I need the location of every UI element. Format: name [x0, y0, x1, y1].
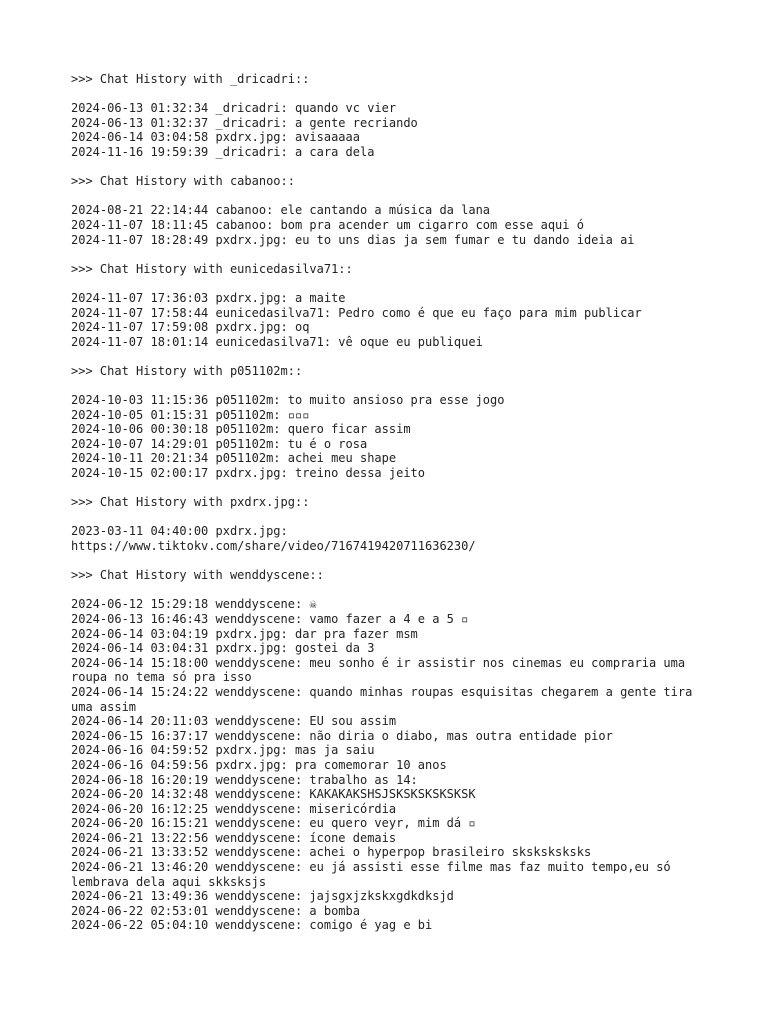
chat-message-line: 2024-06-18 16:20:19 wenddyscene: trabalho as 14:	[71, 772, 418, 787]
chat-section	[71, 364, 711, 481]
chat-section	[71, 495, 711, 553]
chat-section	[71, 568, 711, 933]
chat-message-line: 2024-06-16 04:59:52 pxdrx.jpg: mas ja saiu	[71, 743, 375, 758]
chat-message-line: 2024-06-13 16:46:43 wenddyscene: vamo fazer a 4 e a 5 ▫	[71, 611, 469, 626]
chat-message-line: 2024-06-15 16:37:17 wenddyscene: não diria o diabo, mas outra entidade pior	[71, 728, 613, 743]
chat-message-line: 2024-06-16 04:59:56 pxdrx.jpg: pra comemorar 10 anos	[71, 757, 447, 772]
chat-message-line: 2023-03-11 04:40:00 pxdrx.jpg: https://www.tiktokv.com/share/video/7167419420711636230/	[71, 524, 476, 553]
chat-message-line: 2024-06-20 16:12:25 wenddyscene: misericórdia	[71, 801, 397, 816]
chat-section	[71, 72, 711, 160]
chat-section-header: >>> Chat History with wenddyscene::	[71, 568, 324, 583]
chat-message-line: 2024-10-06 00:30:18 p051102m: quero ficar assim	[71, 422, 411, 437]
chat-section-header: >>> Chat History with _dricadri::	[71, 72, 310, 86]
chat-message-line: 2024-11-07 18:11:45 cabanoo: bom pra acender um cigarro com esse aqui ó	[71, 217, 584, 232]
chat-message-line: 2024-06-21 13:49:36 wenddyscene: jajsgxjzkskxgdkdksjd	[71, 889, 454, 904]
chat-message-line: 2024-06-21 13:22:56 wenddyscene: ícone demais	[71, 830, 397, 845]
chat-message-line: 2024-10-11 20:21:34 p051102m: achei meu shape	[71, 451, 397, 466]
chat-message-line: 2024-10-15 02:00:17 pxdrx.jpg: treino dessa jeito	[71, 466, 426, 481]
chat-message-line: 2024-11-16 19:59:39 _dricadri: a cara dela	[71, 144, 375, 159]
chat-message-line: 2024-10-07 14:29:01 p051102m: tu é o rosa	[71, 436, 368, 451]
chat-message-line: 2024-06-20 14:32:48 wenddyscene: KAKAKAKSHSJSKSKSKSKSKSK	[71, 787, 476, 802]
chat-message-line: 2024-06-14 15:18:00 wenddyscene: meu sonho é ir assistir nos cinemas eu compraria uma roupa no tema só pra isso	[71, 655, 693, 685]
chat-history-document	[71, 72, 711, 933]
chat-section-header: >>> Chat History with cabanoo::	[71, 174, 295, 189]
chat-message-line: 2024-06-13 01:32:34 _dricadri: quando vc vier	[71, 101, 397, 116]
chat-section-header: >>> Chat History with eunicedasilva71::	[71, 261, 353, 276]
chat-message-line: 2024-06-14 15:24:22 wenddyscene: quando minhas roupas esquisitas chegarem a gente tira uma assim	[71, 684, 700, 714]
chat-message-line: 2024-11-07 17:36:03 pxdrx.jpg: a maite	[71, 290, 346, 305]
chat-message-line: 2024-06-21 13:46:20 wenddyscene: eu já assisti esse filme mas faz muito tempo,eu só lembrava dela aqui skksksjs	[71, 860, 678, 889]
chat-message-line: 2024-11-07 18:01:14 eunicedasilva71: vê oque eu publiquei	[71, 334, 483, 349]
chat-section-header: >>> Chat History with p051102m::	[71, 363, 303, 378]
chat-message-line: 2024-10-03 11:15:36 p051102m: to muito ansioso pra esse jogo	[71, 393, 505, 408]
chat-message-line: 2024-06-20 16:15:21 wenddyscene: eu quero veyr, mim dá ▫	[71, 816, 476, 831]
chat-message-line: 2024-06-14 03:04:31 pxdrx.jpg: gostei da 3	[71, 641, 375, 656]
chat-message-line: 2024-06-22 05:04:10 wenddyscene: comigo é yag e bi	[71, 918, 433, 933]
chat-message-line: 2024-11-07 17:58:44 eunicedasilva71: Pedro como é que eu faço para mim publicar	[71, 305, 642, 320]
chat-message-line: 2024-11-07 17:59:08 pxdrx.jpg: oq	[71, 320, 310, 335]
chat-message-line: 2024-06-14 20:11:03 wenddyscene: EU sou assim	[71, 714, 397, 729]
chat-section	[71, 262, 711, 350]
chat-message-line: 2024-06-22 02:53:01 wenddyscene: a bomba	[71, 903, 360, 918]
chat-message-line: 2024-11-07 18:28:49 pxdrx.jpg: eu to uns dias ja sem fumar e tu dando ideia ai	[71, 232, 635, 247]
chat-message-line: 2024-06-14 03:04:58 pxdrx.jpg: avisaaaaa	[71, 130, 360, 145]
chat-message-line: 2024-08-21 22:14:44 cabanoo: ele cantando a música da lana	[71, 203, 491, 218]
chat-section-header: >>> Chat History with pxdrx.jpg::	[71, 495, 310, 510]
chat-message-line: 2024-06-14 03:04:19 pxdrx.jpg: dar pra fazer msm	[71, 626, 418, 641]
chat-message-line: 2024-06-12 15:29:18 wenddyscene: ☠	[71, 597, 317, 612]
chat-section	[71, 174, 711, 247]
chat-message-line: 2024-06-21 13:33:52 wenddyscene: achei o hyperpop brasileiro sksksksksks	[71, 845, 592, 860]
chat-message-line: 2024-06-13 01:32:37 _dricadri: a gente recriando	[71, 115, 418, 130]
chat-message-line: 2024-10-05 01:15:31 p051102m: ▫▫▫	[71, 407, 310, 422]
